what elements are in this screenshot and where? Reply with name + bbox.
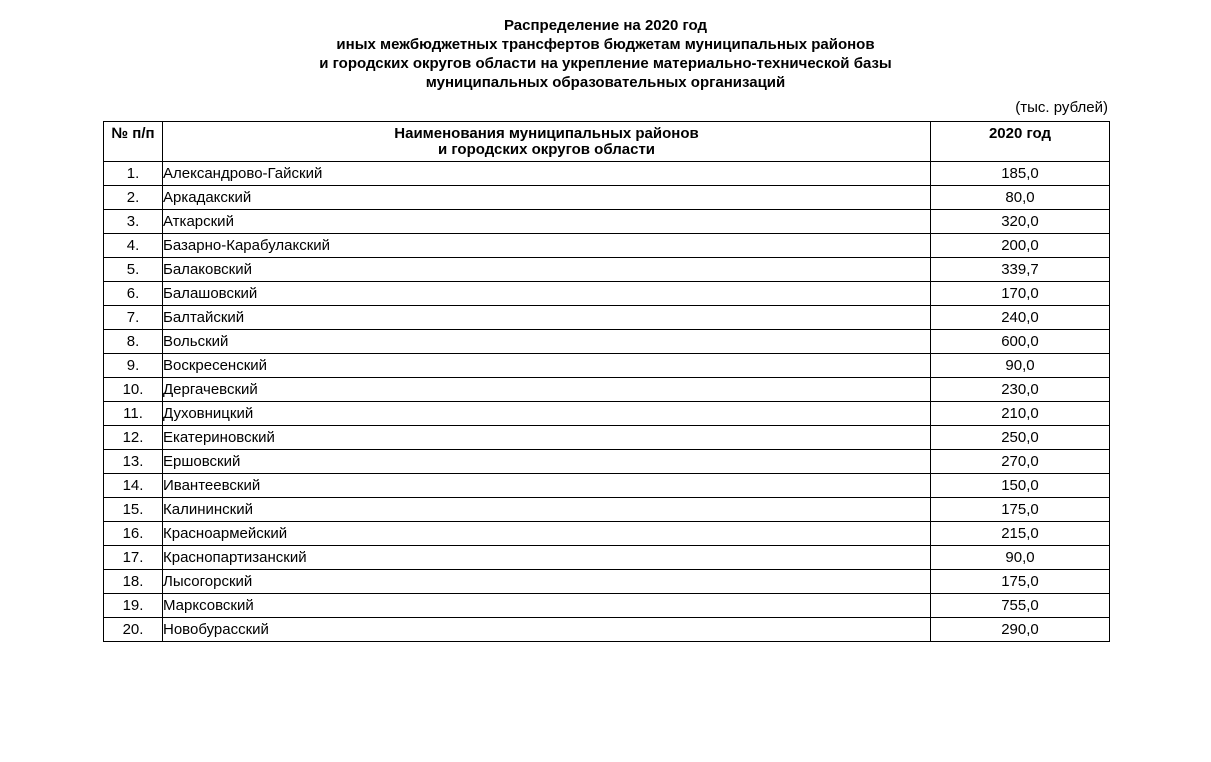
row-number-cell: 11. [104, 402, 163, 426]
row-value-cell: 90,0 [931, 546, 1110, 570]
row-value-cell: 270,0 [931, 450, 1110, 474]
table-row [104, 330, 1110, 354]
units-label: (тыс. рублей) [1015, 99, 1108, 116]
header-name-line-2: и городских округов области [437, 141, 656, 158]
row-number-cell: 18. [104, 570, 163, 594]
row-value-cell: 215,0 [931, 522, 1110, 546]
row-name-cell: Духовницкий [163, 402, 931, 426]
row-value-cell: 210,0 [931, 402, 1110, 426]
row-name-cell: Новобурасский [163, 618, 931, 642]
row-name-cell: Краснопартизанский [163, 546, 931, 570]
row-name-cell: Аркадакский [163, 186, 931, 210]
row-name-cell: Балашовский [163, 282, 931, 306]
row-name-cell: Красноармейский [163, 522, 931, 546]
row-name-cell: Балаковский [163, 258, 931, 282]
row-number-cell: 2. [104, 186, 163, 210]
row-name-cell: Дергачевский [163, 378, 931, 402]
row-name-cell: Лысогорский [163, 570, 931, 594]
table-row [104, 546, 1110, 570]
row-number-cell: 13. [104, 450, 163, 474]
row-value-cell: 175,0 [931, 570, 1110, 594]
row-value-cell: 600,0 [931, 330, 1110, 354]
table-header-row [104, 122, 1110, 162]
table-row [104, 306, 1110, 330]
table-row [104, 282, 1110, 306]
row-name-cell: Екатериновский [163, 426, 931, 450]
table-row [104, 426, 1110, 450]
row-number-cell: 9. [104, 354, 163, 378]
table-row [104, 570, 1110, 594]
row-value-cell: 230,0 [931, 378, 1110, 402]
row-number-cell: 17. [104, 546, 163, 570]
title-line-3: и городских округов области на укрепление материально-технической базы [319, 55, 892, 72]
table-row [104, 522, 1110, 546]
row-value-cell: 240,0 [931, 306, 1110, 330]
row-number-cell: 1. [104, 162, 163, 186]
table-row [104, 162, 1110, 186]
row-name-cell: Аткарский [163, 210, 931, 234]
row-value-cell: 175,0 [931, 498, 1110, 522]
document-title [0, 16, 1211, 92]
row-number-cell: 12. [104, 426, 163, 450]
table-row [104, 354, 1110, 378]
row-value-cell: 90,0 [931, 354, 1110, 378]
row-name-cell: Калининский [163, 498, 931, 522]
header-year: 2020 год [931, 122, 1110, 162]
row-value-cell: 80,0 [931, 186, 1110, 210]
row-value-cell: 290,0 [931, 618, 1110, 642]
row-number-cell: 6. [104, 282, 163, 306]
row-number-cell: 3. [104, 210, 163, 234]
table-row [104, 474, 1110, 498]
row-name-cell: Ивантеевский [163, 474, 931, 498]
row-number-cell: 14. [104, 474, 163, 498]
title-line-1: Распределение на 2020 год [503, 17, 708, 34]
row-number-cell: 16. [104, 522, 163, 546]
row-value-cell: 755,0 [931, 594, 1110, 618]
row-value-cell: 185,0 [931, 162, 1110, 186]
table-row [104, 234, 1110, 258]
header-name [163, 122, 931, 162]
table-row [104, 618, 1110, 642]
row-number-cell: 15. [104, 498, 163, 522]
row-name-cell: Александрово-Гайский [163, 162, 931, 186]
title-line-4: муниципальных образовательных организаций [425, 74, 786, 91]
row-value-cell: 170,0 [931, 282, 1110, 306]
table-row [104, 498, 1110, 522]
table-row [104, 402, 1110, 426]
row-number-cell: 5. [104, 258, 163, 282]
row-number-cell: 7. [104, 306, 163, 330]
row-name-cell: Воскресенский [163, 354, 931, 378]
row-name-cell: Ершовский [163, 450, 931, 474]
row-value-cell: 200,0 [931, 234, 1110, 258]
title-line-2: иных межбюджетных трансфертов бюджетам муниципальных районов [336, 36, 875, 53]
row-name-cell: Вольский [163, 330, 931, 354]
row-value-cell: 150,0 [931, 474, 1110, 498]
row-number-cell: 20. [104, 618, 163, 642]
row-number-cell: 19. [104, 594, 163, 618]
row-number-cell: 4. [104, 234, 163, 258]
table-body [104, 162, 1110, 642]
row-name-cell: Базарно-Карабулакский [163, 234, 931, 258]
header-number: № п/п [104, 122, 163, 162]
distribution-table [103, 121, 1110, 642]
row-name-cell: Балтайский [163, 306, 931, 330]
table-row [104, 258, 1110, 282]
table-row [104, 186, 1110, 210]
row-number-cell: 10. [104, 378, 163, 402]
row-number-cell: 8. [104, 330, 163, 354]
row-name-cell: Марксовский [163, 594, 931, 618]
table-row [104, 450, 1110, 474]
table-row [104, 594, 1110, 618]
table-row [104, 210, 1110, 234]
row-value-cell: 339,7 [931, 258, 1110, 282]
row-value-cell: 320,0 [931, 210, 1110, 234]
row-value-cell: 250,0 [931, 426, 1110, 450]
table-row [104, 378, 1110, 402]
header-name-line-1: Наименования муниципальных районов [394, 125, 699, 142]
